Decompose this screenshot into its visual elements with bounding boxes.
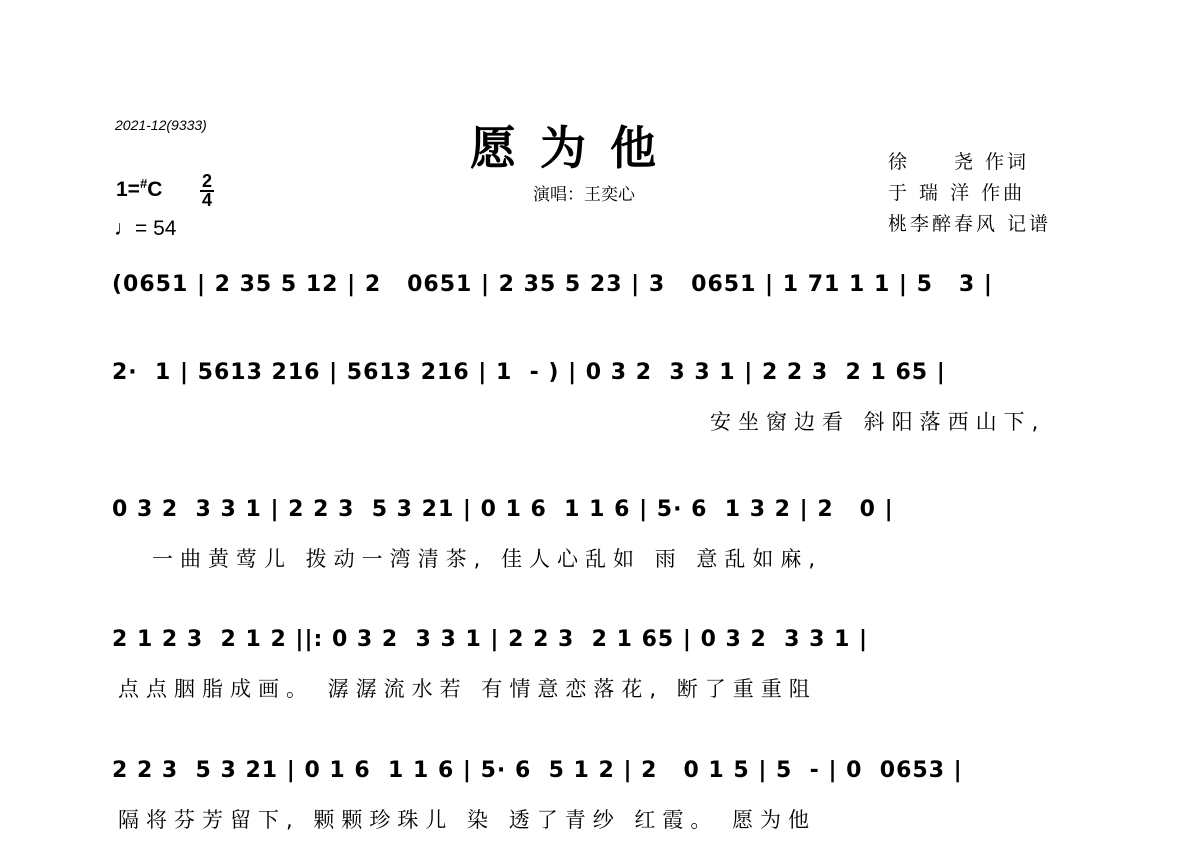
key-signature [116, 176, 162, 202]
tempo-marking [114, 217, 176, 241]
time-signature-top: 2 [201, 171, 212, 191]
time-signature [200, 173, 214, 209]
transcriber-credit: 桃李醉春风 记谱 [888, 213, 1052, 235]
lyrics-line: 一曲黄莺儿 拨动一湾清茶, 佳人心乱如 雨 意乱如麻, [152, 547, 823, 571]
staff-row-5 [112, 758, 1092, 832]
key-prefix: 1= [116, 178, 140, 201]
quarter-note-icon: ♩ [114, 217, 135, 240]
notation-line: 2· 1 | 5613 216 | 5613 216 | 1 - ) | 0 3 2 3 3 1 | 2 2 3 2 1 65 | [112, 360, 946, 385]
notation-line: (0651 | 2 35 5 12 | 2 0651 | 2 35 5 23 | 3 0651 | 1 71 1 1 | 5 3 | [112, 272, 993, 297]
tempo-value: = 54 [135, 217, 177, 240]
notation-line: 2 1 2 3 2 1 2 ||: 0 3 2 3 3 1 | 2 2 3 2 1 65 | 0 3 2 3 3 1 | [112, 627, 869, 652]
score-code: 2021-12(9333) [115, 117, 207, 133]
staff-row-2 [112, 360, 1092, 434]
lyrics-line: 点点胭脂成画。 潺潺流水若 有情意恋落花, 断了重重阻 [118, 677, 817, 701]
lyrics-line: 安坐窗边看 斜阳落西山下, [710, 410, 1046, 434]
staff-row-4 [112, 627, 1092, 701]
notation-line: 2 2 3 5 3 21 | 0 1 6 1 1 6 | 5· 6 5 1 2 | 2 0 1 5 | 5 - | 0 0653 | [112, 758, 963, 783]
notation-line: 0 3 2 3 3 1 | 2 2 3 5 3 21 | 0 1 6 1 1 6 | 5· 6 1 3 2 | 2 0 | [112, 497, 894, 522]
key-note: C [147, 178, 163, 201]
staff-row-1 [112, 272, 1092, 308]
lyrics-line: 隔将芬芳留下, 颗颗珍珠儿 染 透了青纱 红霞。 愿为他 [118, 808, 817, 832]
time-signature-bottom: 4 [201, 190, 212, 210]
lyricist-credit: 徐 尧 作词 [888, 151, 1030, 173]
singer-credit: 演唱：王奕心 [533, 185, 635, 205]
staff-row-3 [112, 497, 1092, 571]
composer-credit: 于 瑞 洋 作曲 [888, 182, 1026, 204]
song-title: 愿为他 [470, 121, 680, 175]
sharp-sign: # [139, 176, 148, 191]
